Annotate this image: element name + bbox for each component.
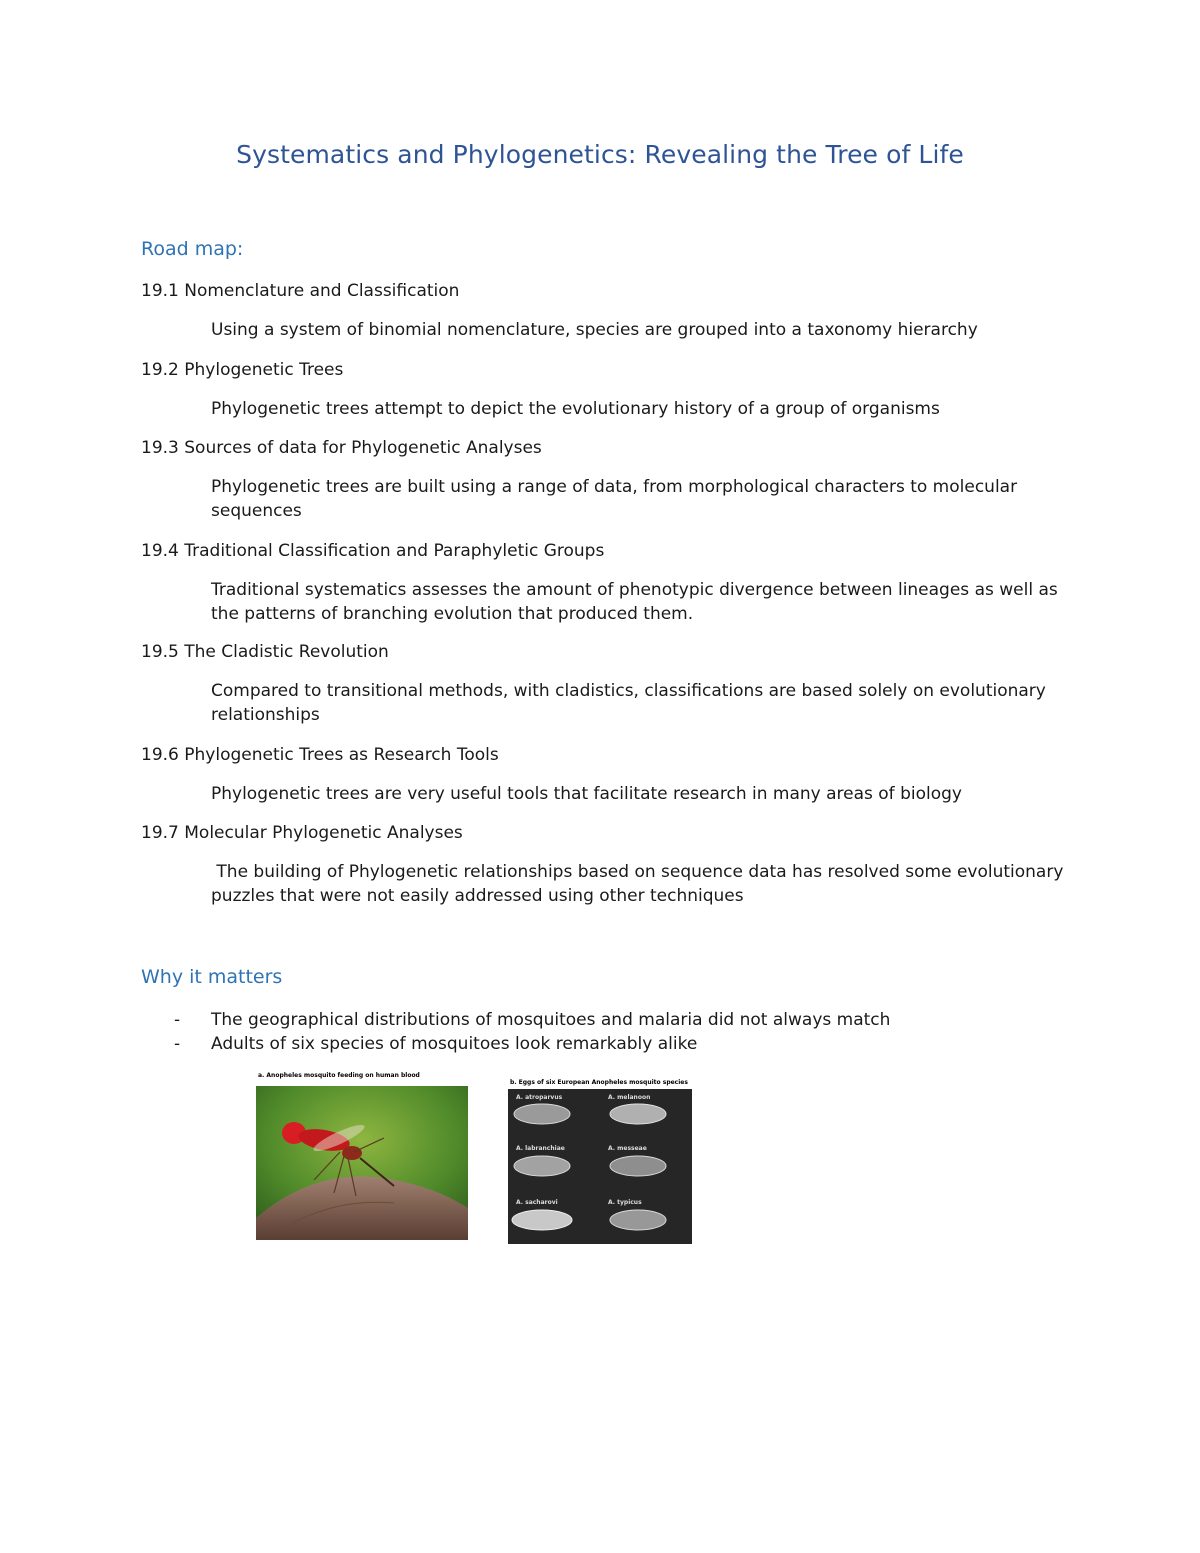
- egg-label: A. messeae: [608, 1145, 647, 1152]
- figure-caption: a. Anopheles mosquito feeding on human blood: [258, 1072, 420, 1079]
- section-label: 19.2 Phylogenetic Trees: [141, 360, 344, 380]
- section-label: 19.3 Sources of data for Phylogenetic Analyses: [141, 438, 542, 458]
- egg-label: A. labranchiae: [516, 1145, 565, 1152]
- section-desc: Using a system of binomial nomenclature, species are grouped into a taxonomy hierarchy: [211, 320, 978, 340]
- section-label: 19.1 Nomenclature and Classification: [141, 281, 460, 301]
- section-label: 19.5 The Cladistic Revolution: [141, 642, 389, 662]
- eggs-photo: [498, 1072, 704, 1248]
- egg-label: A. atroparvus: [516, 1094, 563, 1101]
- section-label: 19.4 Traditional Classification and Paraphyletic Groups: [141, 541, 605, 561]
- bullet-item: [174, 1008, 890, 1032]
- mosquito-photo: [244, 1068, 476, 1248]
- bullet-text: The geographical distributions of mosquitoes and malaria did not always match: [211, 1010, 891, 1030]
- section-desc: Traditional systematics assesses the amount of phenotypic divergence between lineages as well as the patterns of branching evolution that produced them.: [211, 580, 1058, 624]
- roadmap-heading: Road map:: [141, 238, 244, 260]
- eggs-figure: [498, 1072, 704, 1248]
- section-desc: Phylogenetic trees are very useful tools that facilitate research in many areas of biology: [211, 784, 962, 804]
- figure-caption: b. Eggs of six European Anopheles mosquito species: [510, 1079, 688, 1086]
- egg-label: A. melanoon: [608, 1094, 651, 1101]
- why-heading: Why it matters: [141, 966, 283, 988]
- section-desc: The building of Phylogenetic relationships based on sequence data has resolved some evolutionary puzzles that were not easily addressed using other techniques: [211, 862, 1069, 906]
- bullet-item: [174, 1032, 697, 1056]
- section-desc: Compared to transitional methods, with cladistics, classifications are based solely on evolutionary relationships: [211, 681, 1046, 725]
- section-desc: Phylogenetic trees are built using a range of data, from morphological characters to molecular sequences: [211, 477, 1018, 521]
- page-title: Systematics and Phylogenetics: Revealing the Tree of Life: [236, 140, 964, 169]
- section-label: 19.7 Molecular Phylogenetic Analyses: [141, 823, 463, 843]
- egg-label: A. typicus: [608, 1199, 642, 1206]
- bullet-marker: -: [174, 1034, 181, 1054]
- egg-label: A. sacharovi: [516, 1199, 558, 1206]
- bullet-marker: -: [174, 1010, 181, 1030]
- mosquito-figure: [244, 1068, 476, 1248]
- section-desc: Phylogenetic trees attempt to depict the evolutionary history of a group of organisms: [211, 399, 940, 419]
- section-label: 19.6 Phylogenetic Trees as Research Tools: [141, 745, 499, 765]
- bullet-text: Adults of six species of mosquitoes look remarkably alike: [211, 1034, 698, 1054]
